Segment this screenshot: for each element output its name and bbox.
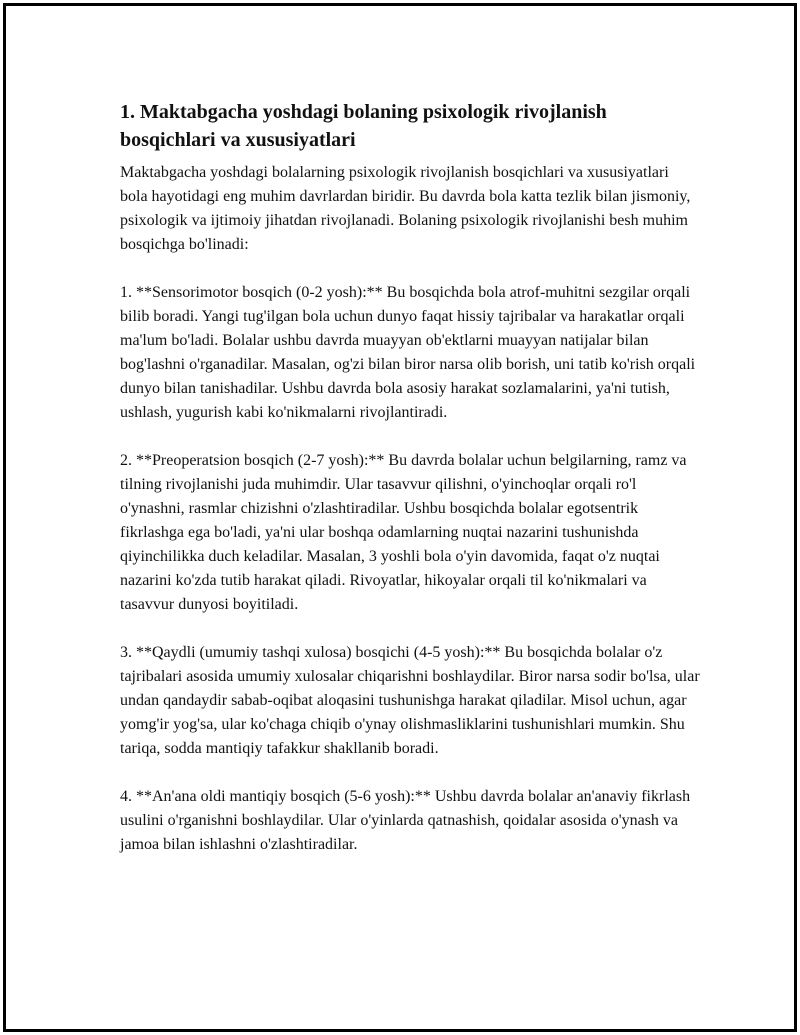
stage-paragraph-3: 3. **Qaydli (umumiy tashqi xulosa) bosqichi (4-5 yosh):** Bu bosqichda bolalar o'z tajribalari asosida umumiy xulosalar chiqarishni boshlaydilar. Biror narsa sodir bo'lsa, ular undan qandaydir sabab-oqibat aloqasini tushunishga harakat qiladilar. Misol uchun, agar yomg'ir yog'sa, ular ko'chaga chiqib o'ynay olishmasliklarini tushunishlari mumkin. Shu tariqa, sodda mantiqiy tafakkur shakllanib boradi.: [120, 644, 700, 757]
document-title: 1. Maktabgacha yoshdagi bolaning psixologik rivojlanish bosqichlari va xususiyatlari: [120, 101, 607, 151]
document-body: [120, 98, 700, 857]
page-frame: [3, 3, 797, 1032]
stage-paragraph-1: 1. **Sensorimotor bosqich (0-2 yosh):** Bu bosqichda bola atrof-muhitni sezgilar orqali bilib boradi. Yangi tug'ilgan bola uchun dunyo faqat hissiy tajribalar va harakatlar orqali ma'lum bo'ladi. Bolalar ushbu davrda muayyan ob'ektlarni muayyan natijalar bilan bog'lashni o'rganadilar. Masalan, og'zi bilan biror narsa olib borish, uni tatib ko'rish orqali dunyo bilan tanishadilar. Ushbu davrda bola asosiy harakat sozlamalarini, ya'ni tutish, ushlash, yugurish kabi ko'nikmalarni rivojlantiradi.: [120, 284, 696, 421]
intro-paragraph: Maktabgacha yoshdagi bolalarning psixologik rivojlanish bosqichlari va xususiyatlari bola hayotidagi eng muhim davrlardan biridir. Bu davrda bola katta tezlik bilan jismoniy, psixologik va ijtimoiy jihatdan rivojlanadi. Bolaning psixologik rivojlanishi besh muhim bosqichga bo'linadi:: [120, 164, 691, 253]
stage-paragraph-4: 4. **An'ana oldi mantiqiy bosqich (5-6 yosh):** Ushbu davrda bolalar an'anaviy fikrlash usulini o'rganishni boshlaydilar. Ular o'yinlarda qatnashish, qoidalar asosida o'ynash va jamoa bilan ishlashni o'zlashtiradilar.: [120, 788, 691, 853]
stage-paragraph-2: 2. **Preoperatsion bosqich (2-7 yosh):** Bu davrda bolalar uchun belgilarning, ramz va tilning rivojlanishi juda muhimdir. Ular tasavvur qilishni, o'yinchoqlar orqali ro'l o'ynashni, rasmlar chizishni o'zlashtiradilar. Ushbu bosqichda bolalar egotsentrik fikrlashga ega bo'ladi, ya'ni ular boshqa odamlarning nuqtai nazarini tushunishda qiyinchilikka duch keladilar. Masalan, 3 yoshli bola o'yin davomida, faqat o'z nuqtai nazarini ko'zda tutib harakat qiladi. Rivoyatlar, hikoyalar orqali til ko'nikmalari va tasavvur dunyosi boyitiladi.: [120, 452, 687, 613]
